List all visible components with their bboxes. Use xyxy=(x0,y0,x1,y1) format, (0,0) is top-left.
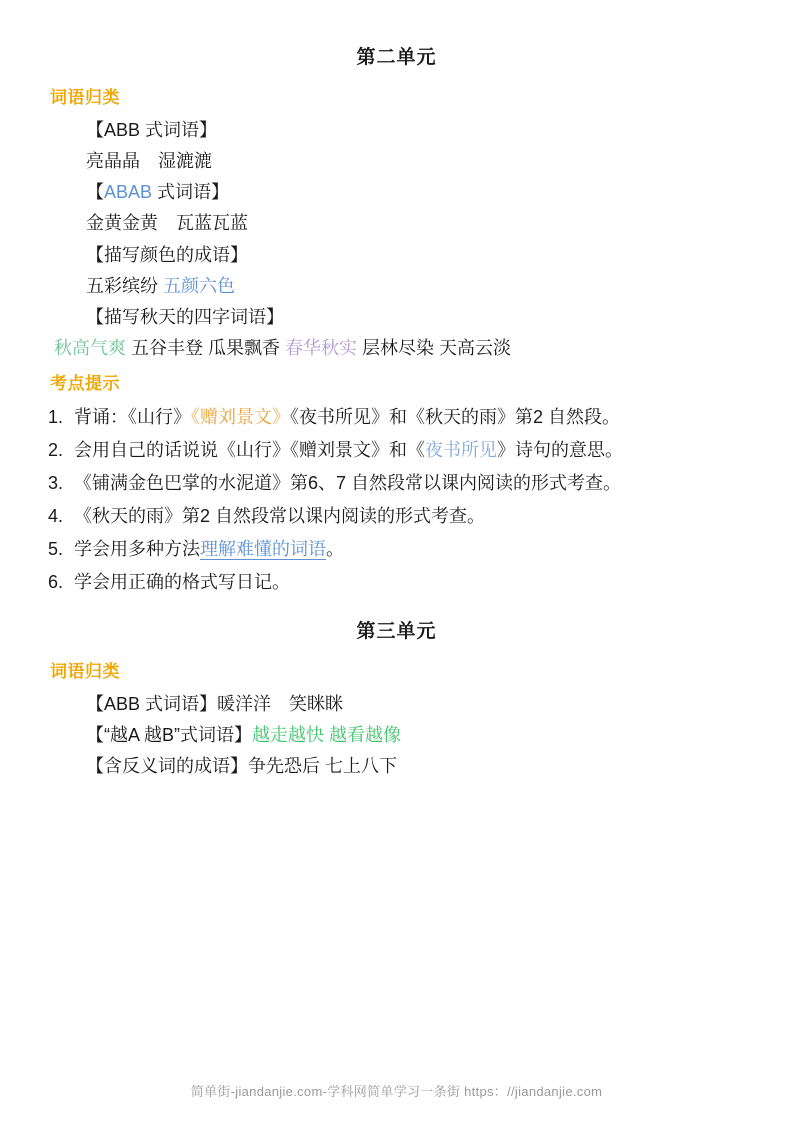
group2-header-prefix: 【 xyxy=(86,182,104,203)
point-text-c: 。 xyxy=(326,538,344,559)
group3-item-b: 五颜六色 xyxy=(163,275,236,296)
unit3-line-1 xyxy=(86,690,745,719)
point-text-a: 会用自己的话说说《山行》《赠刘景文》和《 xyxy=(74,439,425,460)
point-number: 2. xyxy=(48,439,64,460)
point-text-c: 《夜书所见》和《秋天的雨》第2 自然段。 xyxy=(290,406,621,427)
point-text-b: 《赠刘景文》 xyxy=(191,406,290,427)
point-text-a: 背诵：《山行》 xyxy=(74,406,191,427)
group1-header-suffix: 式词语】 xyxy=(140,120,218,140)
point-text-a: 《铺满金色巴掌的水泥道》第6、7 自然段常以课内阅读的形式考查。 xyxy=(74,472,622,493)
list-item xyxy=(48,534,745,565)
unit3-line1-text: 【ABB 式词语】暖洋洋 笑眯眯 xyxy=(86,693,344,714)
point-number: 1. xyxy=(48,406,64,427)
unit3-line-2 xyxy=(86,721,745,750)
unit2-group2-header xyxy=(86,178,745,207)
unit3-line3-text: 【含反义词的成语】争先恐后 七上八下 xyxy=(86,755,397,776)
unit2-group3-items xyxy=(86,272,745,301)
point-text-a: 学会用多种方法 xyxy=(74,538,200,559)
point-text-a: 学会用正确的格式写日记。 xyxy=(74,571,290,592)
page-footer: 简单街-jiandanjie.com-学科网简单学习一条街 https：//jiandanjie.com xyxy=(190,1084,603,1099)
group1-header-key: ABB xyxy=(104,120,141,140)
unit3-line-3 xyxy=(86,752,745,781)
point-number: 4. xyxy=(48,505,64,526)
list-item xyxy=(48,567,745,598)
point-text-a: 《秋天的雨》第2 自然段常以课内阅读的形式考查。 xyxy=(74,505,486,526)
point-number: 5. xyxy=(48,538,64,559)
group2-header-key: ABAB xyxy=(104,182,153,203)
unit2-group1-header xyxy=(86,116,745,145)
unit2-group4-items xyxy=(54,334,745,363)
unit3-vocab-label: 词语归类 xyxy=(50,661,120,681)
unit2-points-list xyxy=(48,402,745,598)
point-number: 6. xyxy=(48,571,64,592)
list-item xyxy=(48,402,745,433)
point-text-b: 理解难懂的词语 xyxy=(200,538,326,559)
point-text-c: 》诗句的意思。 xyxy=(497,439,623,460)
list-item xyxy=(48,501,745,532)
unit2-exam-label: 考点提示 xyxy=(50,373,120,393)
point-number: 3. xyxy=(48,472,64,493)
group4-item-4: 层林尽染 天高云淡 xyxy=(357,338,512,359)
unit2-title: 第二单元 xyxy=(356,47,437,68)
group4-item-2: 五谷丰登 瓜果飘香 xyxy=(126,338,286,359)
unit3-line2-text-b: 越走越快 越看越像 xyxy=(252,724,402,745)
unit3-title: 第三单元 xyxy=(356,620,437,642)
group4-item-1: 秋高气爽 xyxy=(54,338,126,359)
group2-header-suffix: 式词语】 xyxy=(152,182,230,203)
unit2-group1-items: 亮晶晶 湿漉漉 xyxy=(86,151,212,172)
unit3-line2-text-a: 【“越A 越B”式词语】 xyxy=(86,724,253,745)
list-item xyxy=(48,468,745,499)
unit2-group3-header: 【描写颜色的成语】 xyxy=(86,244,248,265)
unit2-vocab-label: 词语归类 xyxy=(50,88,120,107)
unit2-group4-header: 【描写秋天的四字词语】 xyxy=(86,306,284,327)
group3-item-a: 五彩缤纷 xyxy=(86,275,164,296)
unit2-group2-items: 金黄金黄 瓦蓝瓦蓝 xyxy=(86,213,248,234)
point-text-b: 夜书所见 xyxy=(425,439,497,460)
group1-header-prefix: 【 xyxy=(86,120,104,140)
list-item xyxy=(48,435,745,466)
group4-item-3: 春华秋实 xyxy=(285,338,358,359)
